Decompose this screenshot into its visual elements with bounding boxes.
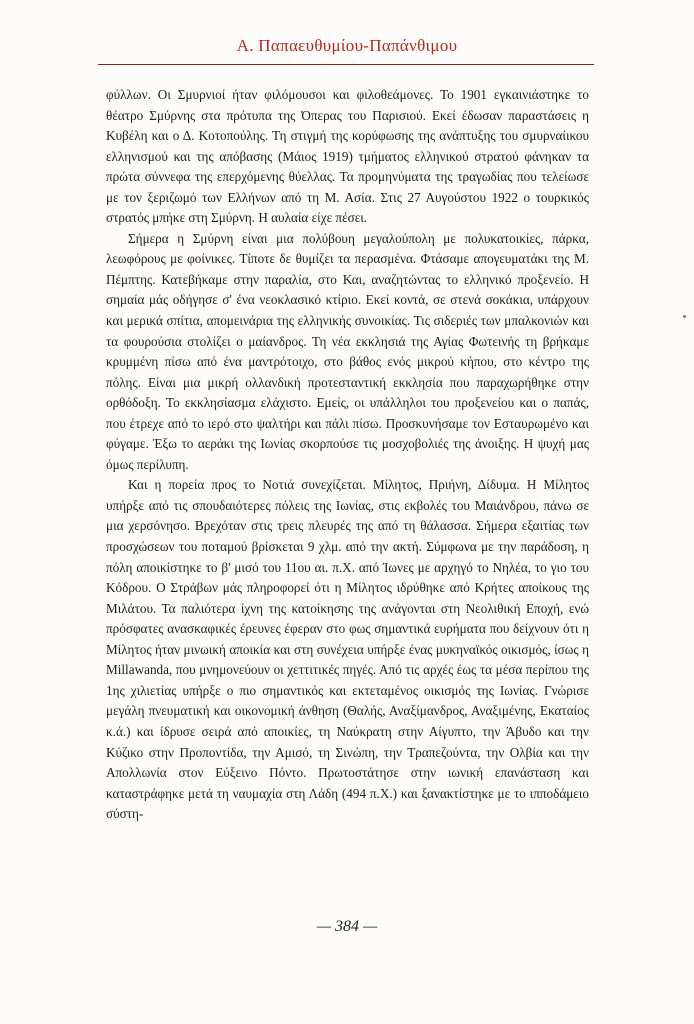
header-rule [98,64,594,65]
margin-speck [683,315,686,318]
paragraph-3: Και η πορεία προς το Νοτιά συνεχίζεται. Μίλητος, Πριήνη, Δίδυμα. Η Μίλητος υπήρξε από τις σπουδαιότερες πόλεις της Ιωνίας, στις εκβολές του Μαιάνδρου, πάνω σε μια χερσόνησο. Βρεχόταν στις τρεις πλευρές της από τη θάλασσα. Σήμερα εξαιτίας των προσχώσεων του ποταμού βρίσκεται 9 χλμ. από την ακτή. Σύμφωνα με την παράδοση, η πόλη αποικίστηκε το β' μισό του 11ου αι. π.Χ. από Ίωνες με αρχηγό το Νηλέα, το γιο του Κόδρου. Ο Στράβων μάς πληροφορεί ότι η Μίλητος ιδρύθηκε από Κρήτες αποίκους της Μιλάτου. Τα παλιότερα ίχνη της κατοίκησης της ανάγονται στη Νεολιθική Εποχή, ενώ πρόσφατες ανασκαφικές έρευνες έφεραν στο φως σημαντικά ευρήματα που δείχνουν ότι η Μίλητος ήταν μινωική αποικία και στη συνέχεια υπήρξε ένας μυκηναϊκός οικισμός, ίσως η Millawanda, που μνημονεύουν οι χεττιτικές πηγές. Από τις αρχές έως τα μέσα περίπου της 1ης χιλιετίας υπήρξε ο πιο σημαντικός και εκτεταμένος οικισμός της Ιωνίας. Γνώρισε μεγάλη πνευματική και οικονομική άνθηση (Θαλής, Αναξίμανδρος, Αναξιμένης, Εκαταίος κ.ά.) και ίδρυσε σειρά από αποικίες, τη Ναύκρατη στην Αίγυπτο, την Άβυδο και την Κύζικο στην Προποντίδα, την Αμισό, τη Σινώπη, την Τραπεζούντα, την Ολβία και την Απολλωνία στον Εύξεινο Πόντο. Πρωτοστάτησε στην ιωνική επανάσταση και καταστράφηκε μετά τη ναυμαχία στη Λάδη (494 π.Χ.) και ξανακτίστηκε με το ιπποδάμειο σύστη- [106,477,589,822]
body-text [106,85,589,825]
running-header: Α. Παπαευθυμίου-Παπάνθιμου [236,36,458,55]
paragraph-1: φύλλων. Οι Σμυρνιοί ήταν φιλόμουσοι και φιλοθεάμονες. Το 1901 εγκαινιάστηκε το θέατρο Σμύρνης στα πρότυπα της Όπερας του Παρισιού. Εκεί έδωσαν παραστάσεις η Κυβέλη και ο Δ. Κοτοπούλης. Τη στιγμή της κορύφωσης της ανάπτυξης του σμυρναίικου ελληνισμού και της απόβασης (Μάιος 1919) τμήματος ελληνικού στρατού φάνηκαν τα πρώτα σύννεφα της επερχόμενης θύελλας. Τα προμηνύματα της τραγωδίας που τελείωσε με τον ξεριζωμό των Ελλήνων από τη Μ. Ασία. Στις 27 Αυγούστου 1922 ο τουρκικός στρατός μπήκε στη Σμύρνη. Η αυλαία είχε πέσει. [106,87,589,226]
paragraph-2: Σήμερα η Σμύρνη είναι μια πολύβουη μεγαλούπολη με πολυκατοικίες, πάρκα, λεωφόρους με φοίνικες. Τίποτε δε θυμίζει τα περασμένα. Φτάσαμε απογευματάκι της Μ. Πέμπτης. Κατεβήκαμε στην παραλία, στο Και, αναζητώντας το ελληνικό προξενείο. Η σημαία μάς οδήγησε σ' ένα νεοκλασικό κτίριο. Εκεί κοντά, σε στενά σοκάκια, υπάρχουν και μερικά σπίτια, απομεινάρια της ελληνικής συνοικίας. Τις σιδεριές των μπαλκονιών και τα φουρούσια στολίζει ο μαίανδρος. Τη νέα εκκλησιά της Αγίας Φωτεινής τη βρήκαμε κρυμμένη πίσω από ένα μαντρότοιχο, στο βάθος ενός μικρού κήπου, στο κέντρο της πόλης. Είναι μια μικρή ολλανδική προτεσταντική εκκλησία που παραχωρήθηκε στην ορθόδοξη. Το εκκλησίασμα ελάχιστο. Εμείς, οι υπάλληλοι του προξενείου και ο παπάς, που έτρεχε από το ιερό στο ψαλτήρι και πάλι πίσω. Προσκυνήσαμε τον Εσταυρωμένο και φύγαμε. Έξω το αεράκι της Ιωνίας σκορπούσε τις μοσχοβολιές της άνοιξης. Η ψυχή μας όμως περίλυπη. [106,230,589,472]
page-number: — 384 — [316,918,378,935]
